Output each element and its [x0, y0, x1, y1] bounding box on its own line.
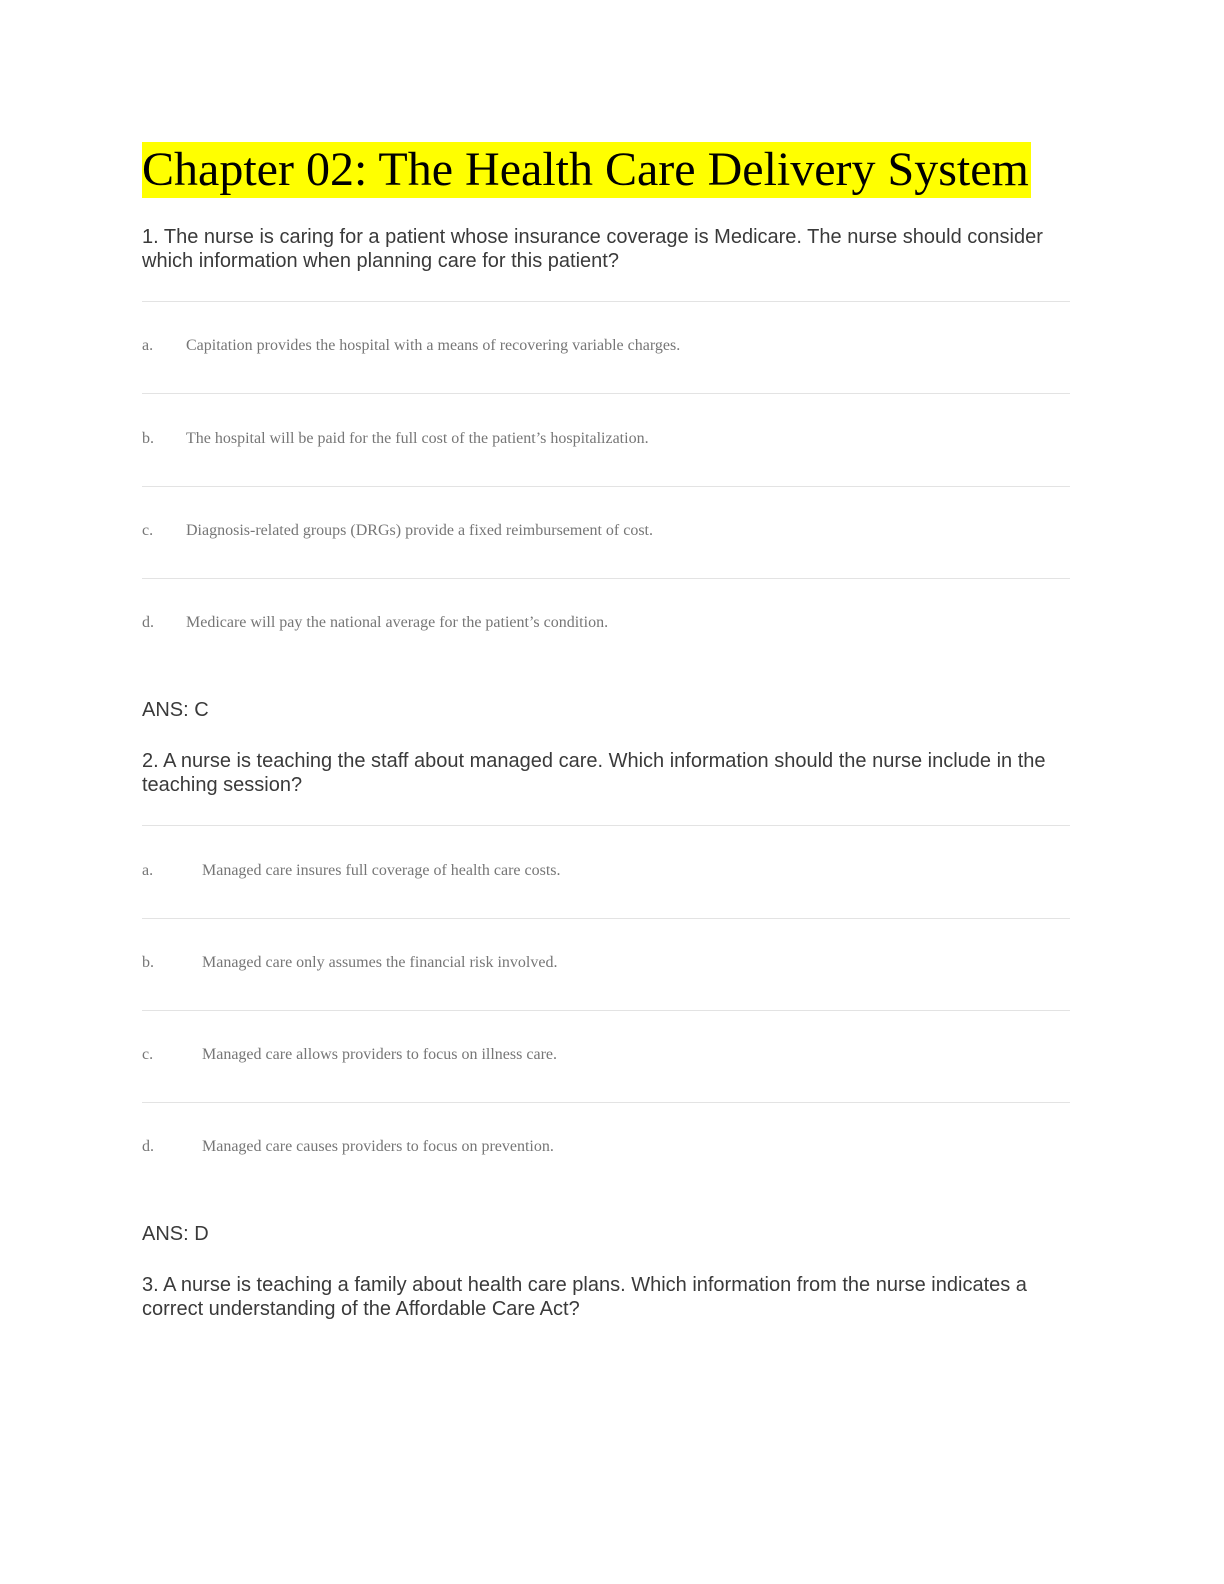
- divider: [142, 918, 1070, 919]
- option-text: Managed care insures full coverage of health care costs.: [202, 862, 561, 879]
- option-letter: b.: [142, 954, 154, 971]
- question-2-answer: ANS: D: [142, 1223, 209, 1245]
- divider: [142, 1010, 1070, 1011]
- question-1-option-d: [142, 611, 1070, 635]
- question-2-option-c: [142, 1043, 1070, 1067]
- divider: [142, 1102, 1070, 1103]
- question-2-option-a: [142, 859, 1070, 883]
- divider: [142, 825, 1070, 826]
- option-text: The hospital will be paid for the full cost of the patient’s hospitalization.: [186, 430, 649, 447]
- option-text: Medicare will pay the national average for the patient’s condition.: [186, 614, 609, 631]
- question-2-text: 2. A nurse is teaching the staff about managed care. Which information should the nurse include in the teaching session?: [142, 750, 1046, 796]
- question-1-option-c: [142, 519, 1070, 543]
- divider: [142, 301, 1070, 302]
- option-letter: b.: [142, 430, 154, 447]
- question-1-text: 1. The nurse is caring for a patient whose insurance coverage is Medicare. The nurse should consider which information when planning care for this patient?: [142, 226, 1043, 272]
- option-letter: d.: [142, 614, 154, 631]
- question-1-option-a: [142, 334, 1070, 358]
- divider: [142, 578, 1070, 579]
- option-text: Diagnosis-related groups (DRGs) provide a fixed reimbursement of cost.: [186, 522, 653, 539]
- chapter-title: Chapter 02: The Health Care Delivery System: [142, 143, 1029, 196]
- question-2-option-d: [142, 1135, 1070, 1159]
- option-letter: d.: [142, 1138, 154, 1155]
- option-text: Managed care causes providers to focus on prevention.: [202, 1138, 554, 1155]
- option-letter: a.: [142, 862, 154, 879]
- option-text: Managed care only assumes the financial risk involved.: [202, 954, 558, 971]
- option-letter: a.: [142, 337, 154, 354]
- option-text: Capitation provides the hospital with a means of recovering variable charges.: [186, 337, 681, 354]
- question-3-text: 3. A nurse is teaching a family about health care plans. Which information from the nurse indicates a correct understanding of the Affordable Care Act?: [142, 1274, 1027, 1320]
- option-text: Managed care allows providers to focus on illness care.: [202, 1046, 557, 1063]
- question-1-answer: ANS: C: [142, 699, 209, 721]
- divider: [142, 486, 1070, 487]
- option-letter: c.: [142, 522, 154, 539]
- option-letter: c.: [142, 1046, 154, 1063]
- question-2-option-b: [142, 951, 1070, 975]
- question-1-option-b: [142, 427, 1070, 451]
- divider: [142, 393, 1070, 394]
